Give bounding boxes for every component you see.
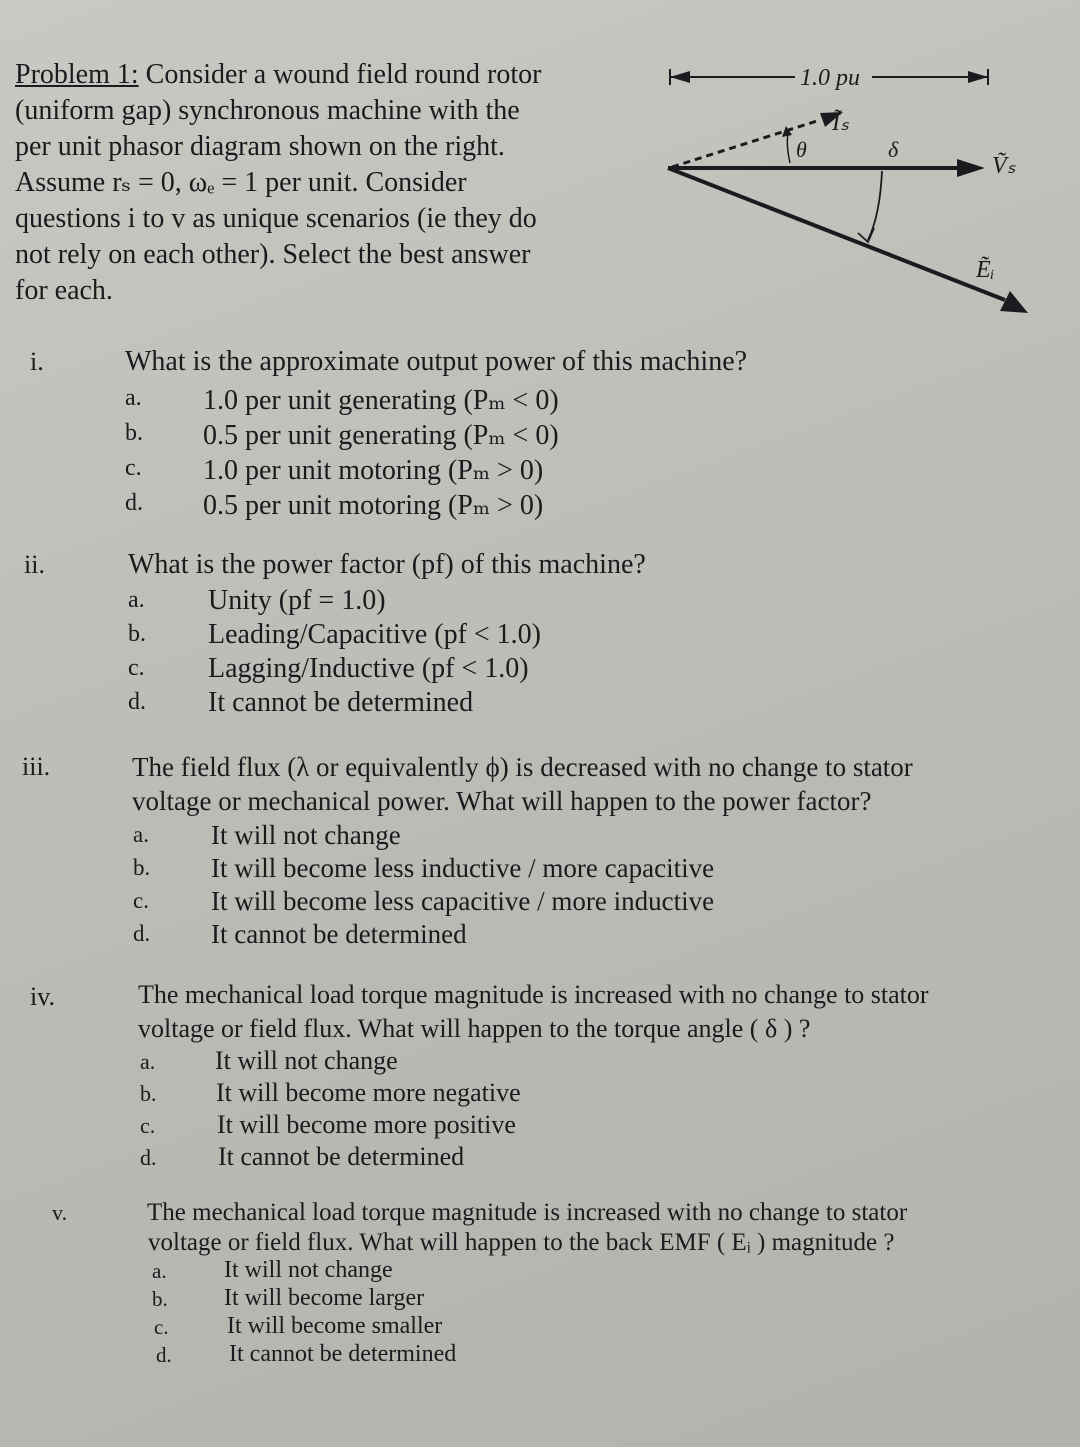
question-text-line-2: voltage or mechanical power. What will happen to the power factor? [132, 786, 872, 816]
question-text: What is the power factor (pf) of this machine? [128, 549, 646, 580]
question-text-line-2: voltage or field flux. What will happen to the back EMF ( Eᵢ ) magnitude ? [148, 1229, 895, 1256]
question-text-line-1: The mechanical load torque magnitude is increased with no change to stator [147, 1199, 908, 1226]
intro-line-6: not rely on each other). Select the best answer [15, 239, 531, 270]
scale-arrow-right-icon [968, 71, 988, 83]
question-text: What is the approximate output power of this machine? [125, 346, 748, 377]
emf-arrowhead-icon [1000, 291, 1028, 313]
intro-line-4: Assume rₛ = 0, ωₑ = 1 per unit. Consider [15, 167, 467, 198]
intro-line-5: questions i to v as unique scenarios (ie they do [15, 203, 537, 234]
question-text-line-1: The field flux (λ or equivalently ϕ) is decreased with no change to stator [132, 752, 913, 782]
delta-arc [868, 171, 882, 240]
current-label: Ĩₛ [832, 110, 849, 136]
question-number: v. [52, 1200, 68, 1225]
theta-arc-arrow-icon [782, 126, 792, 137]
voltage-arrowhead-icon [957, 159, 985, 177]
voltage-label: Ṽₛ [992, 153, 1016, 179]
phasor-diagram [660, 55, 1040, 325]
problem-label: Problem 1: [15, 59, 139, 90]
question-text-line-2: voltage or field flux. What will happen to the torque angle ( δ ) ? [138, 1014, 811, 1043]
question-number: ii. [24, 550, 45, 579]
question-number: i. [30, 347, 44, 376]
theta-label: θ [796, 137, 807, 162]
emf-label: Ẽᵢ [976, 257, 995, 283]
intro-line-3: per unit phasor diagram shown on the right. [15, 131, 505, 162]
emf-phasor [668, 168, 1005, 300]
delta-label: δ [888, 137, 899, 162]
theta-arc [787, 134, 790, 163]
scale-arrow-left-icon [670, 71, 690, 83]
scale-label: 1.0 pu [800, 65, 860, 91]
question-text-line-1: The mechanical load torque magnitude is increased with no change to stator [138, 980, 929, 1009]
question-number: iii. [22, 752, 51, 781]
problem-intro [15, 57, 625, 309]
intro-line-7: for each. [15, 275, 113, 306]
intro-line-2: (uniform gap) synchronous machine with the [15, 95, 520, 126]
intro-line-1: Problem 1: Consider a wound field round rotor [15, 59, 542, 90]
question-number: iv. [30, 982, 56, 1011]
